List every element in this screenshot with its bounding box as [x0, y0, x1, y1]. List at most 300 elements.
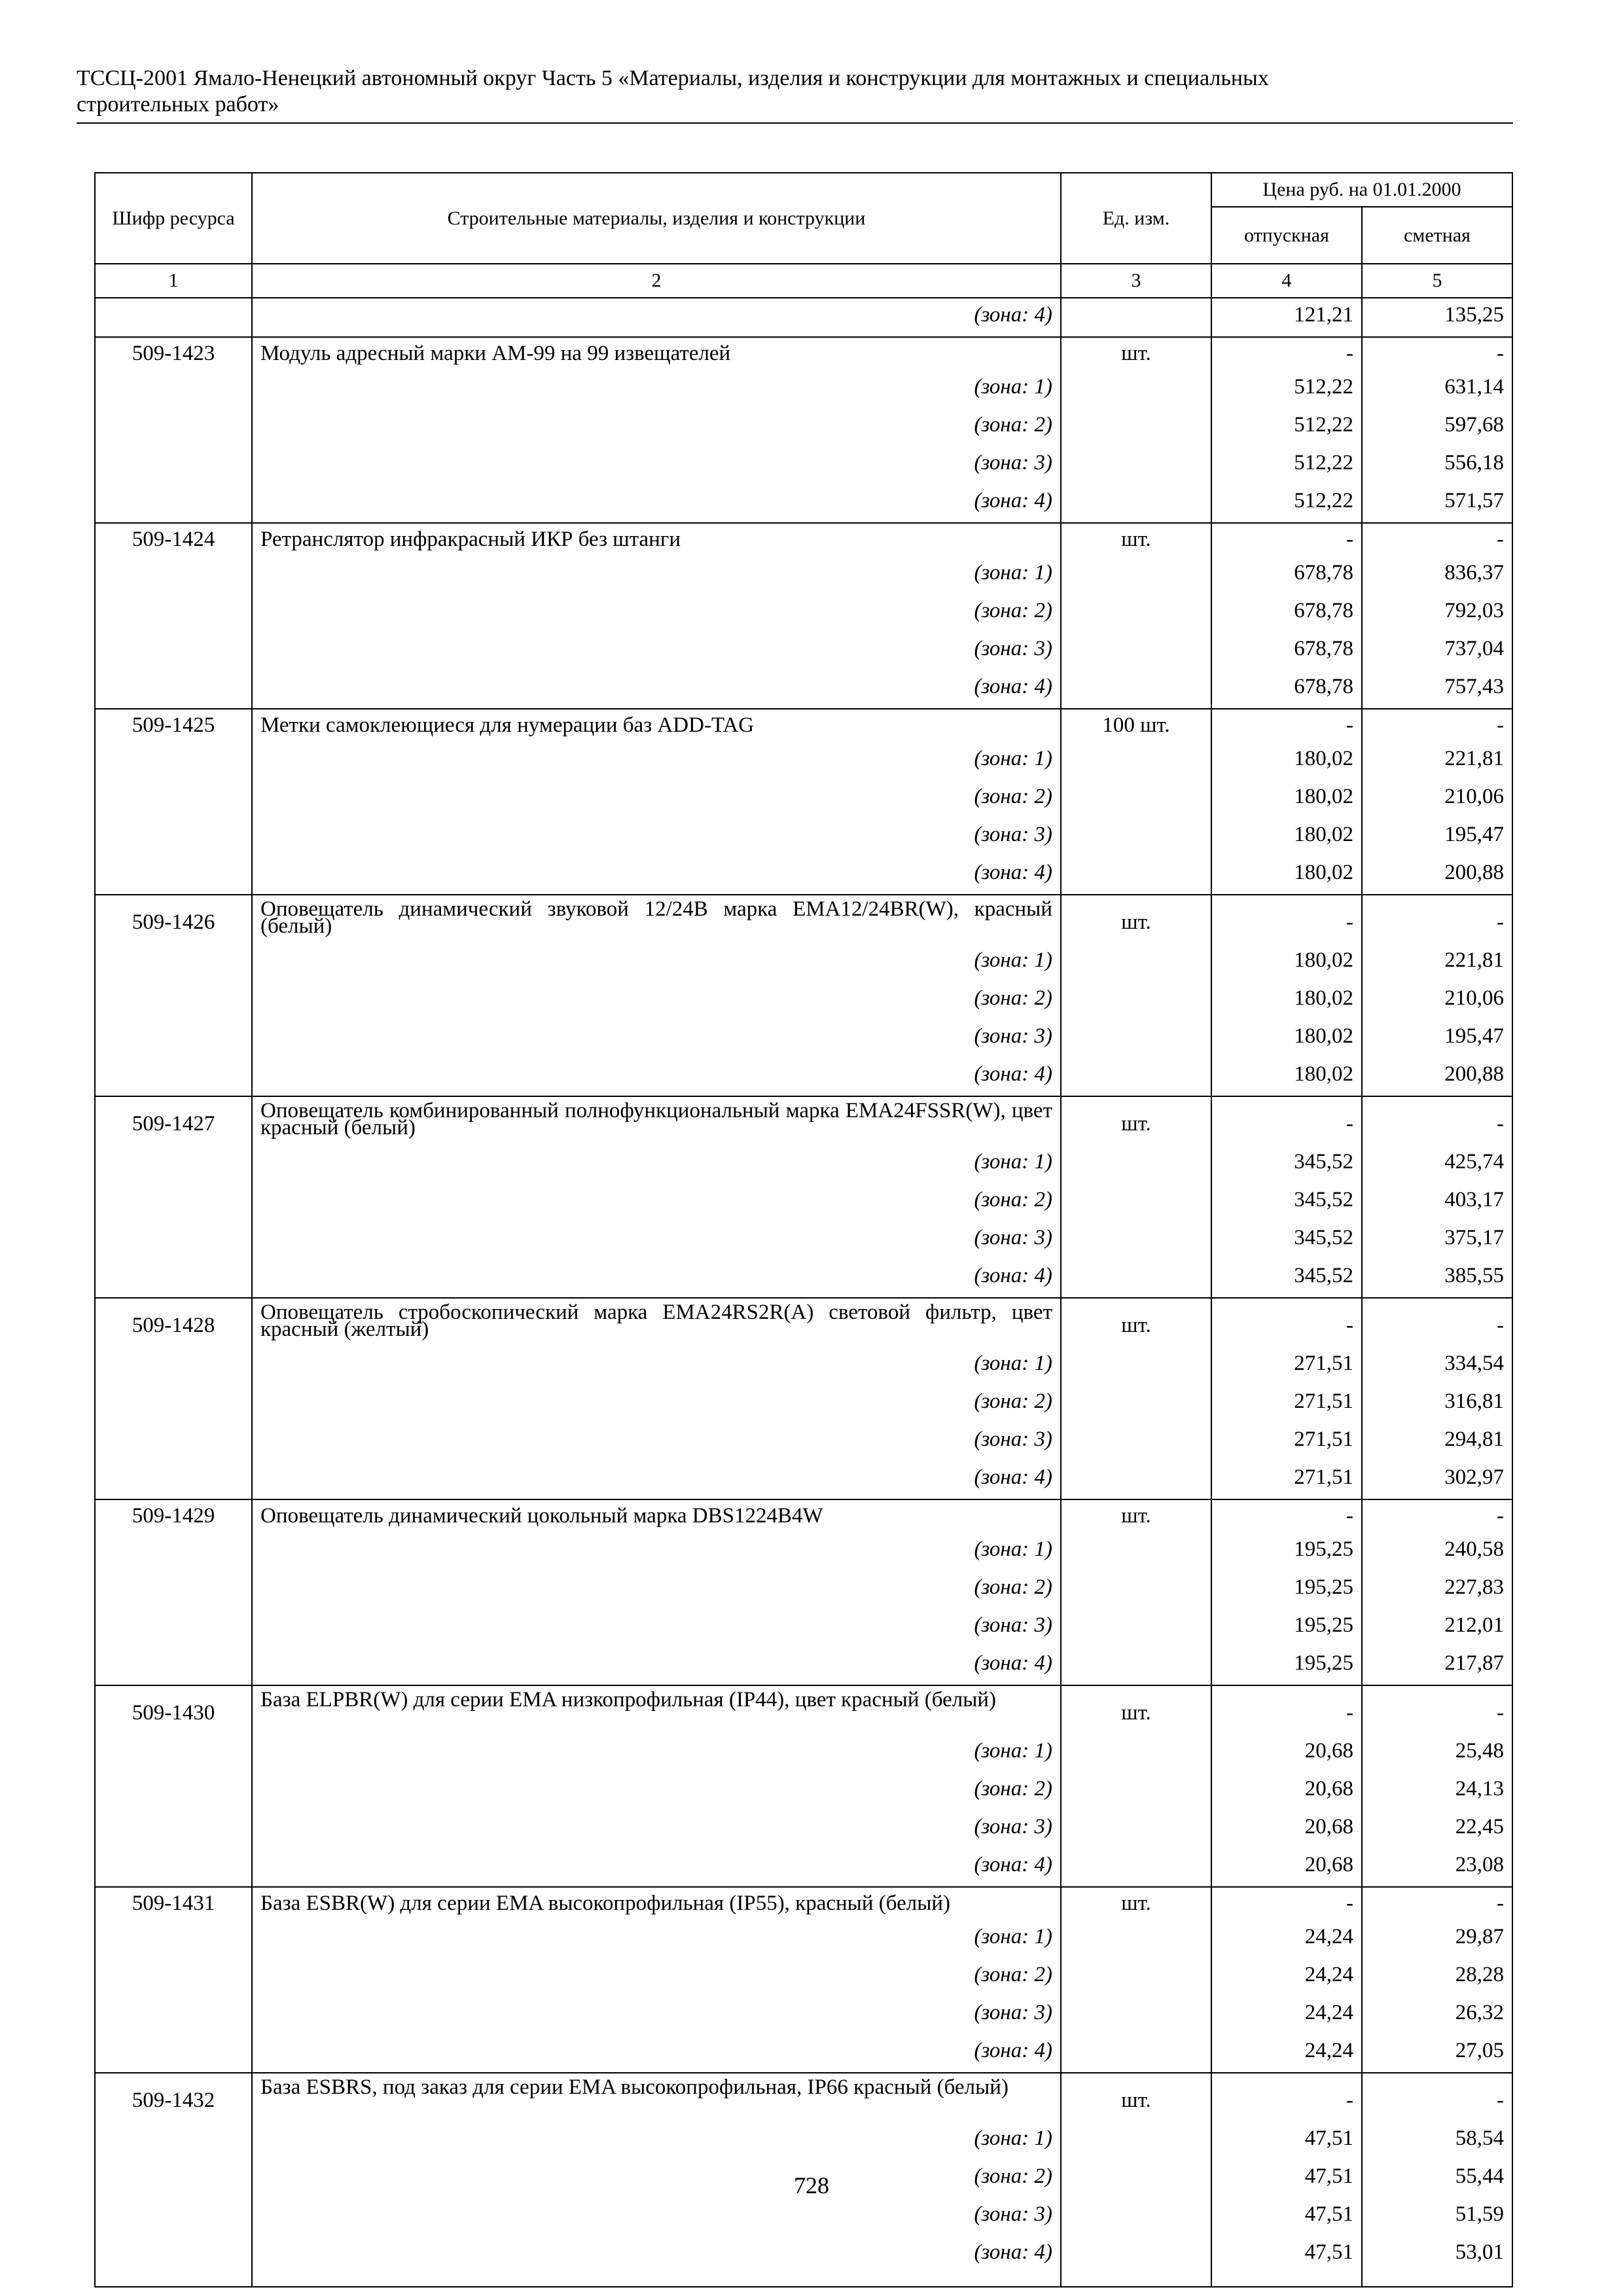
cell-unit — [1061, 1461, 1211, 1499]
estimate-price: 200,88 — [1362, 856, 1512, 895]
estimate-price: - — [1362, 337, 1512, 370]
release-price: 180,02 — [1211, 742, 1362, 780]
release-price: 47,51 — [1211, 2160, 1362, 2198]
cell-unit — [1061, 1385, 1211, 1423]
release-price: 512,22 — [1211, 446, 1362, 484]
zone-label: (зона: 4) — [252, 2034, 1061, 2073]
zone-label: (зона: 2) — [252, 1571, 1061, 1609]
zone-label: (зона: 1) — [252, 556, 1061, 594]
zone-row — [95, 1221, 1512, 1259]
zone-row — [95, 2034, 1512, 2073]
estimate-price: 334,54 — [1362, 1347, 1512, 1385]
zone-label: (зона: 4) — [252, 298, 1061, 337]
zone-row — [95, 1347, 1512, 1385]
estimate-price: 26,32 — [1362, 1996, 1512, 2034]
estimate-price: 210,06 — [1362, 780, 1512, 818]
cell-unit — [1061, 1058, 1211, 1096]
cell-unit — [1061, 780, 1211, 818]
cell-code — [95, 1259, 252, 1298]
cell-code — [95, 1423, 252, 1461]
release-price: - — [1211, 895, 1362, 944]
unit: 100 шт. — [1061, 709, 1211, 742]
cell-code — [95, 1920, 252, 1958]
zone-row — [95, 1772, 1512, 1810]
zone-label: (зона: 2) — [252, 408, 1061, 446]
zone-row — [95, 944, 1512, 982]
zone-row — [95, 818, 1512, 856]
zone-label: (зона: 2) — [252, 594, 1061, 632]
zone-label: (зона: 3) — [252, 1996, 1061, 2034]
column-number: 2 — [252, 264, 1061, 298]
price-table-body — [95, 298, 1512, 2287]
release-price: 345,52 — [1211, 1221, 1362, 1259]
zone-row — [95, 1423, 1512, 1461]
column-number: 5 — [1362, 264, 1512, 298]
item-row — [95, 709, 1512, 742]
estimate-price: 27,05 — [1362, 2034, 1512, 2073]
release-price: - — [1211, 523, 1362, 556]
unit: шт. — [1061, 1096, 1211, 1145]
resource-code: 509-1429 — [95, 1499, 252, 1533]
zone-label: (зона: 4) — [252, 1848, 1061, 1887]
cell-code — [95, 2236, 252, 2287]
zone-label: (зона: 3) — [252, 1221, 1061, 1259]
cell-unit — [1061, 2236, 1211, 2287]
cell-unit — [1061, 1734, 1211, 1772]
material-name: База ESBR(W) для серии EMA высокопрофильная (IP55), красный (белый) — [252, 1887, 1061, 1920]
release-price: 195,25 — [1211, 1533, 1362, 1571]
unit: шт. — [1061, 1685, 1211, 1734]
cell-unit — [1061, 632, 1211, 670]
release-price: 24,24 — [1211, 1996, 1362, 2034]
zone-row — [95, 1533, 1512, 1571]
cell-unit — [1061, 1920, 1211, 1958]
cell-unit — [1061, 944, 1211, 982]
material-name: База ESBRS, под заказ для серии EMA высокопрофильная, IP66 красный (белый) — [252, 2073, 1061, 2122]
estimate-price: 195,47 — [1362, 1020, 1512, 1058]
release-price: - — [1211, 709, 1362, 742]
cell-code — [95, 594, 252, 632]
column-header-price-group: Цена руб. на 01.01.2000 — [1211, 173, 1512, 207]
column-header-unit: Ед. изм. — [1061, 173, 1211, 264]
cell-unit — [1061, 1772, 1211, 1810]
release-price: 271,51 — [1211, 1347, 1362, 1385]
cell-code — [95, 1958, 252, 1996]
cell-code — [95, 370, 252, 408]
cell-code — [95, 982, 252, 1020]
release-price: 512,22 — [1211, 408, 1362, 446]
zone-label: (зона: 3) — [252, 2198, 1061, 2236]
release-price: 20,68 — [1211, 1734, 1362, 1772]
estimate-price: 24,13 — [1362, 1772, 1512, 1810]
zone-row — [95, 1145, 1512, 1183]
cell-code — [95, 2198, 252, 2236]
item-row — [95, 2073, 1512, 2122]
estimate-price: 597,68 — [1362, 408, 1512, 446]
zone-label: (зона: 4) — [252, 484, 1061, 523]
release-price: 20,68 — [1211, 1810, 1362, 1848]
estimate-price: 23,08 — [1362, 1848, 1512, 1887]
unit: шт. — [1061, 895, 1211, 944]
cell-unit — [1061, 1609, 1211, 1647]
zone-row — [95, 1385, 1512, 1423]
cell-unit — [1061, 856, 1211, 895]
zone-label: (зона: 2) — [252, 1183, 1061, 1221]
zone-row — [95, 2122, 1512, 2160]
cell-code — [95, 1020, 252, 1058]
unit: шт. — [1061, 337, 1211, 370]
release-price: 24,24 — [1211, 1920, 1362, 1958]
release-price: 512,22 — [1211, 370, 1362, 408]
estimate-price: 375,17 — [1362, 1221, 1512, 1259]
zone-label: (зона: 3) — [252, 1609, 1061, 1647]
zone-label: (зона: 1) — [252, 1920, 1061, 1958]
zone-row — [95, 594, 1512, 632]
cell-unit — [1061, 2198, 1211, 2236]
estimate-price: - — [1362, 1298, 1512, 1347]
material-name: Оповещатель динамический цокольный марка DBS1224B4W — [252, 1499, 1061, 1533]
release-price: - — [1211, 2073, 1362, 2122]
column-header-estimate-price: сметная — [1362, 207, 1512, 264]
cell-code — [95, 446, 252, 484]
unit: шт. — [1061, 1887, 1211, 1920]
cell-code — [95, 2034, 252, 2073]
estimate-price: - — [1362, 1887, 1512, 1920]
resource-code: 509-1427 — [95, 1096, 252, 1145]
release-price: 24,24 — [1211, 2034, 1362, 2073]
cell-code — [95, 1221, 252, 1259]
release-price: 271,51 — [1211, 1385, 1362, 1423]
zone-row — [95, 1020, 1512, 1058]
cell-unit — [1061, 1533, 1211, 1571]
zone-row — [95, 2236, 1512, 2287]
estimate-price: 58,54 — [1362, 2122, 1512, 2160]
zone-row — [95, 1571, 1512, 1609]
zone-label: (зона: 4) — [252, 856, 1061, 895]
estimate-price: 227,83 — [1362, 1571, 1512, 1609]
estimate-price: 571,57 — [1362, 484, 1512, 523]
zone-label: (зона: 1) — [252, 1347, 1061, 1385]
header-rule — [77, 122, 1513, 124]
unit: шт. — [1061, 2073, 1211, 2122]
estimate-price: 210,06 — [1362, 982, 1512, 1020]
zone-label: (зона: 1) — [252, 944, 1061, 982]
zone-label: (зона: 2) — [252, 1958, 1061, 1996]
cell-code — [95, 670, 252, 709]
cell-code — [95, 1058, 252, 1096]
column-header-name: Строительные материалы, изделия и конструкции — [252, 173, 1061, 264]
release-price: 271,51 — [1211, 1461, 1362, 1499]
material-name: Ретранслятор инфракрасный ИКР без штанги — [252, 523, 1061, 556]
release-price: 180,02 — [1211, 818, 1362, 856]
cell-unit — [1061, 1183, 1211, 1221]
cell-code — [95, 1347, 252, 1385]
estimate-price: 240,58 — [1362, 1533, 1512, 1571]
item-row — [95, 1499, 1512, 1533]
release-price: 678,78 — [1211, 556, 1362, 594]
estimate-price: - — [1362, 1499, 1512, 1533]
zone-row — [95, 1259, 1512, 1298]
estimate-price: 757,43 — [1362, 670, 1512, 709]
cell-unit — [1061, 1020, 1211, 1058]
zone-row — [95, 556, 1512, 594]
zone-label: (зона: 4) — [252, 1259, 1061, 1298]
resource-code: 509-1423 — [95, 337, 252, 370]
release-price: - — [1211, 1096, 1362, 1145]
cell-code — [95, 2122, 252, 2160]
estimate-price: 631,14 — [1362, 370, 1512, 408]
estimate-price: 53,01 — [1362, 2236, 1512, 2287]
zone-label: (зона: 4) — [252, 1461, 1061, 1499]
cell-code — [95, 1183, 252, 1221]
resource-code: 509-1425 — [95, 709, 252, 742]
resource-code: 509-1431 — [95, 1887, 252, 1920]
unit: шт. — [1061, 523, 1211, 556]
zone-label: (зона: 1) — [252, 1145, 1061, 1183]
zone-label: (зона: 1) — [252, 2122, 1061, 2160]
cell-unit — [1061, 1145, 1211, 1183]
zone-row — [95, 1058, 1512, 1096]
estimate-price: 221,81 — [1362, 944, 1512, 982]
cell-code — [95, 1385, 252, 1423]
estimate-price: 836,37 — [1362, 556, 1512, 594]
zone-row — [95, 1183, 1512, 1221]
cell-code — [95, 1461, 252, 1499]
estimate-price: 195,47 — [1362, 818, 1512, 856]
release-price: 512,22 — [1211, 484, 1362, 523]
unit: шт. — [1061, 1499, 1211, 1533]
zone-row — [95, 1647, 1512, 1685]
zone-row — [95, 1996, 1512, 2034]
estimate-price: 200,88 — [1362, 1058, 1512, 1096]
zone-label: (зона: 3) — [252, 1810, 1061, 1848]
cell-unit — [1061, 818, 1211, 856]
estimate-price: 22,45 — [1362, 1810, 1512, 1848]
release-price: 678,78 — [1211, 632, 1362, 670]
cell-unit — [1061, 556, 1211, 594]
cell-code — [95, 1848, 252, 1887]
estimate-price: 792,03 — [1362, 594, 1512, 632]
column-number: 4 — [1211, 264, 1362, 298]
zone-label: (зона: 2) — [252, 1772, 1061, 1810]
release-price: 47,51 — [1211, 2122, 1362, 2160]
material-name: База ELPBR(W) для серии EMA низкопрофильная (IP44), цвет красный (белый) — [252, 1685, 1061, 1734]
resource-code: 509-1426 — [95, 895, 252, 944]
estimate-price: - — [1362, 1096, 1512, 1145]
estimate-price: - — [1362, 523, 1512, 556]
item-row — [95, 1298, 1512, 1347]
cell-unit — [1061, 1810, 1211, 1848]
zone-label: (зона: 1) — [252, 1533, 1061, 1571]
cell-code — [95, 856, 252, 895]
estimate-price: 316,81 — [1362, 1385, 1512, 1423]
zone-label: (зона: 3) — [252, 446, 1061, 484]
zone-label: (зона: 1) — [252, 1734, 1061, 1772]
zone-label: (зона: 3) — [252, 632, 1061, 670]
header-title-line-1: ТССЦ-2001 Ямало-Ненецкий автономный округ Часть 5 «Материалы, изделия и конструкции для монтажных и специальных — [77, 66, 1269, 90]
release-price: 121,21 — [1211, 298, 1362, 337]
header-title-line-2: строительных работ» — [77, 92, 279, 117]
release-price: 180,02 — [1211, 856, 1362, 895]
cell-unit — [1061, 484, 1211, 523]
cell-code — [95, 1145, 252, 1183]
zone-label: (зона: 4) — [252, 1647, 1061, 1685]
estimate-price: 302,97 — [1362, 1461, 1512, 1499]
release-price: 345,52 — [1211, 1145, 1362, 1183]
material-name: Метки самоклеющиеся для нумерации баз ADD-TAG — [252, 709, 1061, 742]
column-number: 3 — [1061, 264, 1211, 298]
release-price: 195,25 — [1211, 1571, 1362, 1609]
estimate-price: 425,74 — [1362, 1145, 1512, 1183]
zone-row — [95, 1810, 1512, 1848]
item-row — [95, 1887, 1512, 1920]
item-row — [95, 337, 1512, 370]
price-table-header — [95, 173, 1512, 298]
page-number: 728 — [794, 2172, 829, 2198]
zone-row — [95, 982, 1512, 1020]
cell-unit — [1061, 298, 1211, 337]
resource-code: 509-1428 — [95, 1298, 252, 1347]
estimate-price: 212,01 — [1362, 1609, 1512, 1647]
cell-unit — [1061, 1647, 1211, 1685]
estimate-price: 217,87 — [1362, 1647, 1512, 1685]
estimate-price: 403,17 — [1362, 1183, 1512, 1221]
zone-row — [95, 2198, 1512, 2236]
release-price: 20,68 — [1211, 1772, 1362, 1810]
column-header-release-price: отпускная — [1211, 207, 1362, 264]
resource-code: 509-1424 — [95, 523, 252, 556]
cell-unit — [1061, 1259, 1211, 1298]
zone-label: (зона: 2) — [252, 982, 1061, 1020]
release-price: 20,68 — [1211, 1848, 1362, 1887]
estimate-price: 221,81 — [1362, 742, 1512, 780]
release-price: 271,51 — [1211, 1423, 1362, 1461]
cell-code — [95, 298, 252, 337]
cell-code — [95, 1609, 252, 1647]
document-header — [77, 65, 1499, 118]
zone-row — [95, 1920, 1512, 1958]
zone-row — [95, 742, 1512, 780]
column-number: 1 — [95, 264, 252, 298]
resource-code: 509-1432 — [95, 2073, 252, 2122]
cell-unit — [1061, 446, 1211, 484]
estimate-price: 294,81 — [1362, 1423, 1512, 1461]
cell-code — [95, 1571, 252, 1609]
carryover-row — [95, 298, 1512, 337]
cell-unit — [1061, 1958, 1211, 1996]
release-price: 180,02 — [1211, 1058, 1362, 1096]
estimate-price: 29,87 — [1362, 1920, 1512, 1958]
release-price: 195,25 — [1211, 1647, 1362, 1685]
release-price: - — [1211, 337, 1362, 370]
release-price: 180,02 — [1211, 780, 1362, 818]
cell-unit — [1061, 594, 1211, 632]
cell-code — [95, 1533, 252, 1571]
estimate-price: 55,44 — [1362, 2160, 1512, 2198]
cell-code — [95, 1810, 252, 1848]
zone-label: (зона: 3) — [252, 1020, 1061, 1058]
zone-label: (зона: 4) — [252, 1058, 1061, 1096]
zone-label: (зона: 4) — [252, 670, 1061, 709]
release-price: 195,25 — [1211, 1609, 1362, 1647]
release-price: 345,52 — [1211, 1183, 1362, 1221]
item-row — [95, 523, 1512, 556]
zone-label: (зона: 1) — [252, 370, 1061, 408]
zone-label: (зона: 2) — [252, 1385, 1061, 1423]
cell-code — [95, 556, 252, 594]
estimate-price: 737,04 — [1362, 632, 1512, 670]
cell-unit — [1061, 370, 1211, 408]
release-price: 24,24 — [1211, 1958, 1362, 1996]
zone-label: (зона: 2) — [252, 2160, 1061, 2198]
estimate-price: 25,48 — [1362, 1734, 1512, 1772]
zone-label: (зона: 1) — [252, 742, 1061, 780]
release-price: 678,78 — [1211, 670, 1362, 709]
cell-code — [95, 1734, 252, 1772]
zone-row — [95, 1734, 1512, 1772]
zone-row — [95, 856, 1512, 895]
cell-code — [95, 484, 252, 523]
zone-row — [95, 1958, 1512, 1996]
zone-row — [95, 484, 1512, 523]
zone-row — [95, 1461, 1512, 1499]
zone-label: (зона: 4) — [252, 2236, 1061, 2287]
cell-unit — [1061, 2122, 1211, 2160]
zone-row — [95, 670, 1512, 709]
release-price: 180,02 — [1211, 1020, 1362, 1058]
cell-unit — [1061, 1996, 1211, 2034]
zone-row — [95, 446, 1512, 484]
zone-row — [95, 408, 1512, 446]
release-price: 678,78 — [1211, 594, 1362, 632]
cell-unit — [1061, 1571, 1211, 1609]
zone-label: (зона: 2) — [252, 780, 1061, 818]
cell-code — [95, 818, 252, 856]
estimate-price: - — [1362, 2073, 1512, 2122]
cell-code — [95, 780, 252, 818]
cell-unit — [1061, 2034, 1211, 2073]
resource-code: 509-1430 — [95, 1685, 252, 1734]
column-header-code: Шифр ресурса — [95, 173, 252, 264]
cell-code — [95, 742, 252, 780]
cell-code — [95, 408, 252, 446]
release-price: 47,51 — [1211, 2198, 1362, 2236]
release-price: - — [1211, 1298, 1362, 1347]
zone-row — [95, 632, 1512, 670]
cell-unit — [1061, 1347, 1211, 1385]
cell-unit — [1061, 982, 1211, 1020]
material-name: Оповещатель динамический звуковой 12/24В марка EMA12/24BR(W), красный (белый) — [252, 895, 1061, 944]
cell-unit — [1061, 670, 1211, 709]
material-name: Оповещатель стробоскопический марка EMA24RS2R(A) световой фильтр, цвет красный (желтый) — [252, 1298, 1061, 1347]
zone-row — [95, 1609, 1512, 1647]
estimate-price: 28,28 — [1362, 1958, 1512, 1996]
release-price: 47,51 — [1211, 2236, 1362, 2287]
cell-code — [95, 632, 252, 670]
release-price: 180,02 — [1211, 944, 1362, 982]
cell-code — [95, 1647, 252, 1685]
cell-unit — [1061, 1848, 1211, 1887]
cell-unit — [1061, 742, 1211, 780]
release-price: - — [1211, 1499, 1362, 1533]
cell-unit — [1061, 1221, 1211, 1259]
release-price: - — [1211, 1887, 1362, 1920]
release-price: - — [1211, 1685, 1362, 1734]
cell-unit — [1061, 1423, 1211, 1461]
cell-code — [95, 1772, 252, 1810]
zone-label: (зона: 3) — [252, 1423, 1061, 1461]
item-row — [95, 1685, 1512, 1734]
